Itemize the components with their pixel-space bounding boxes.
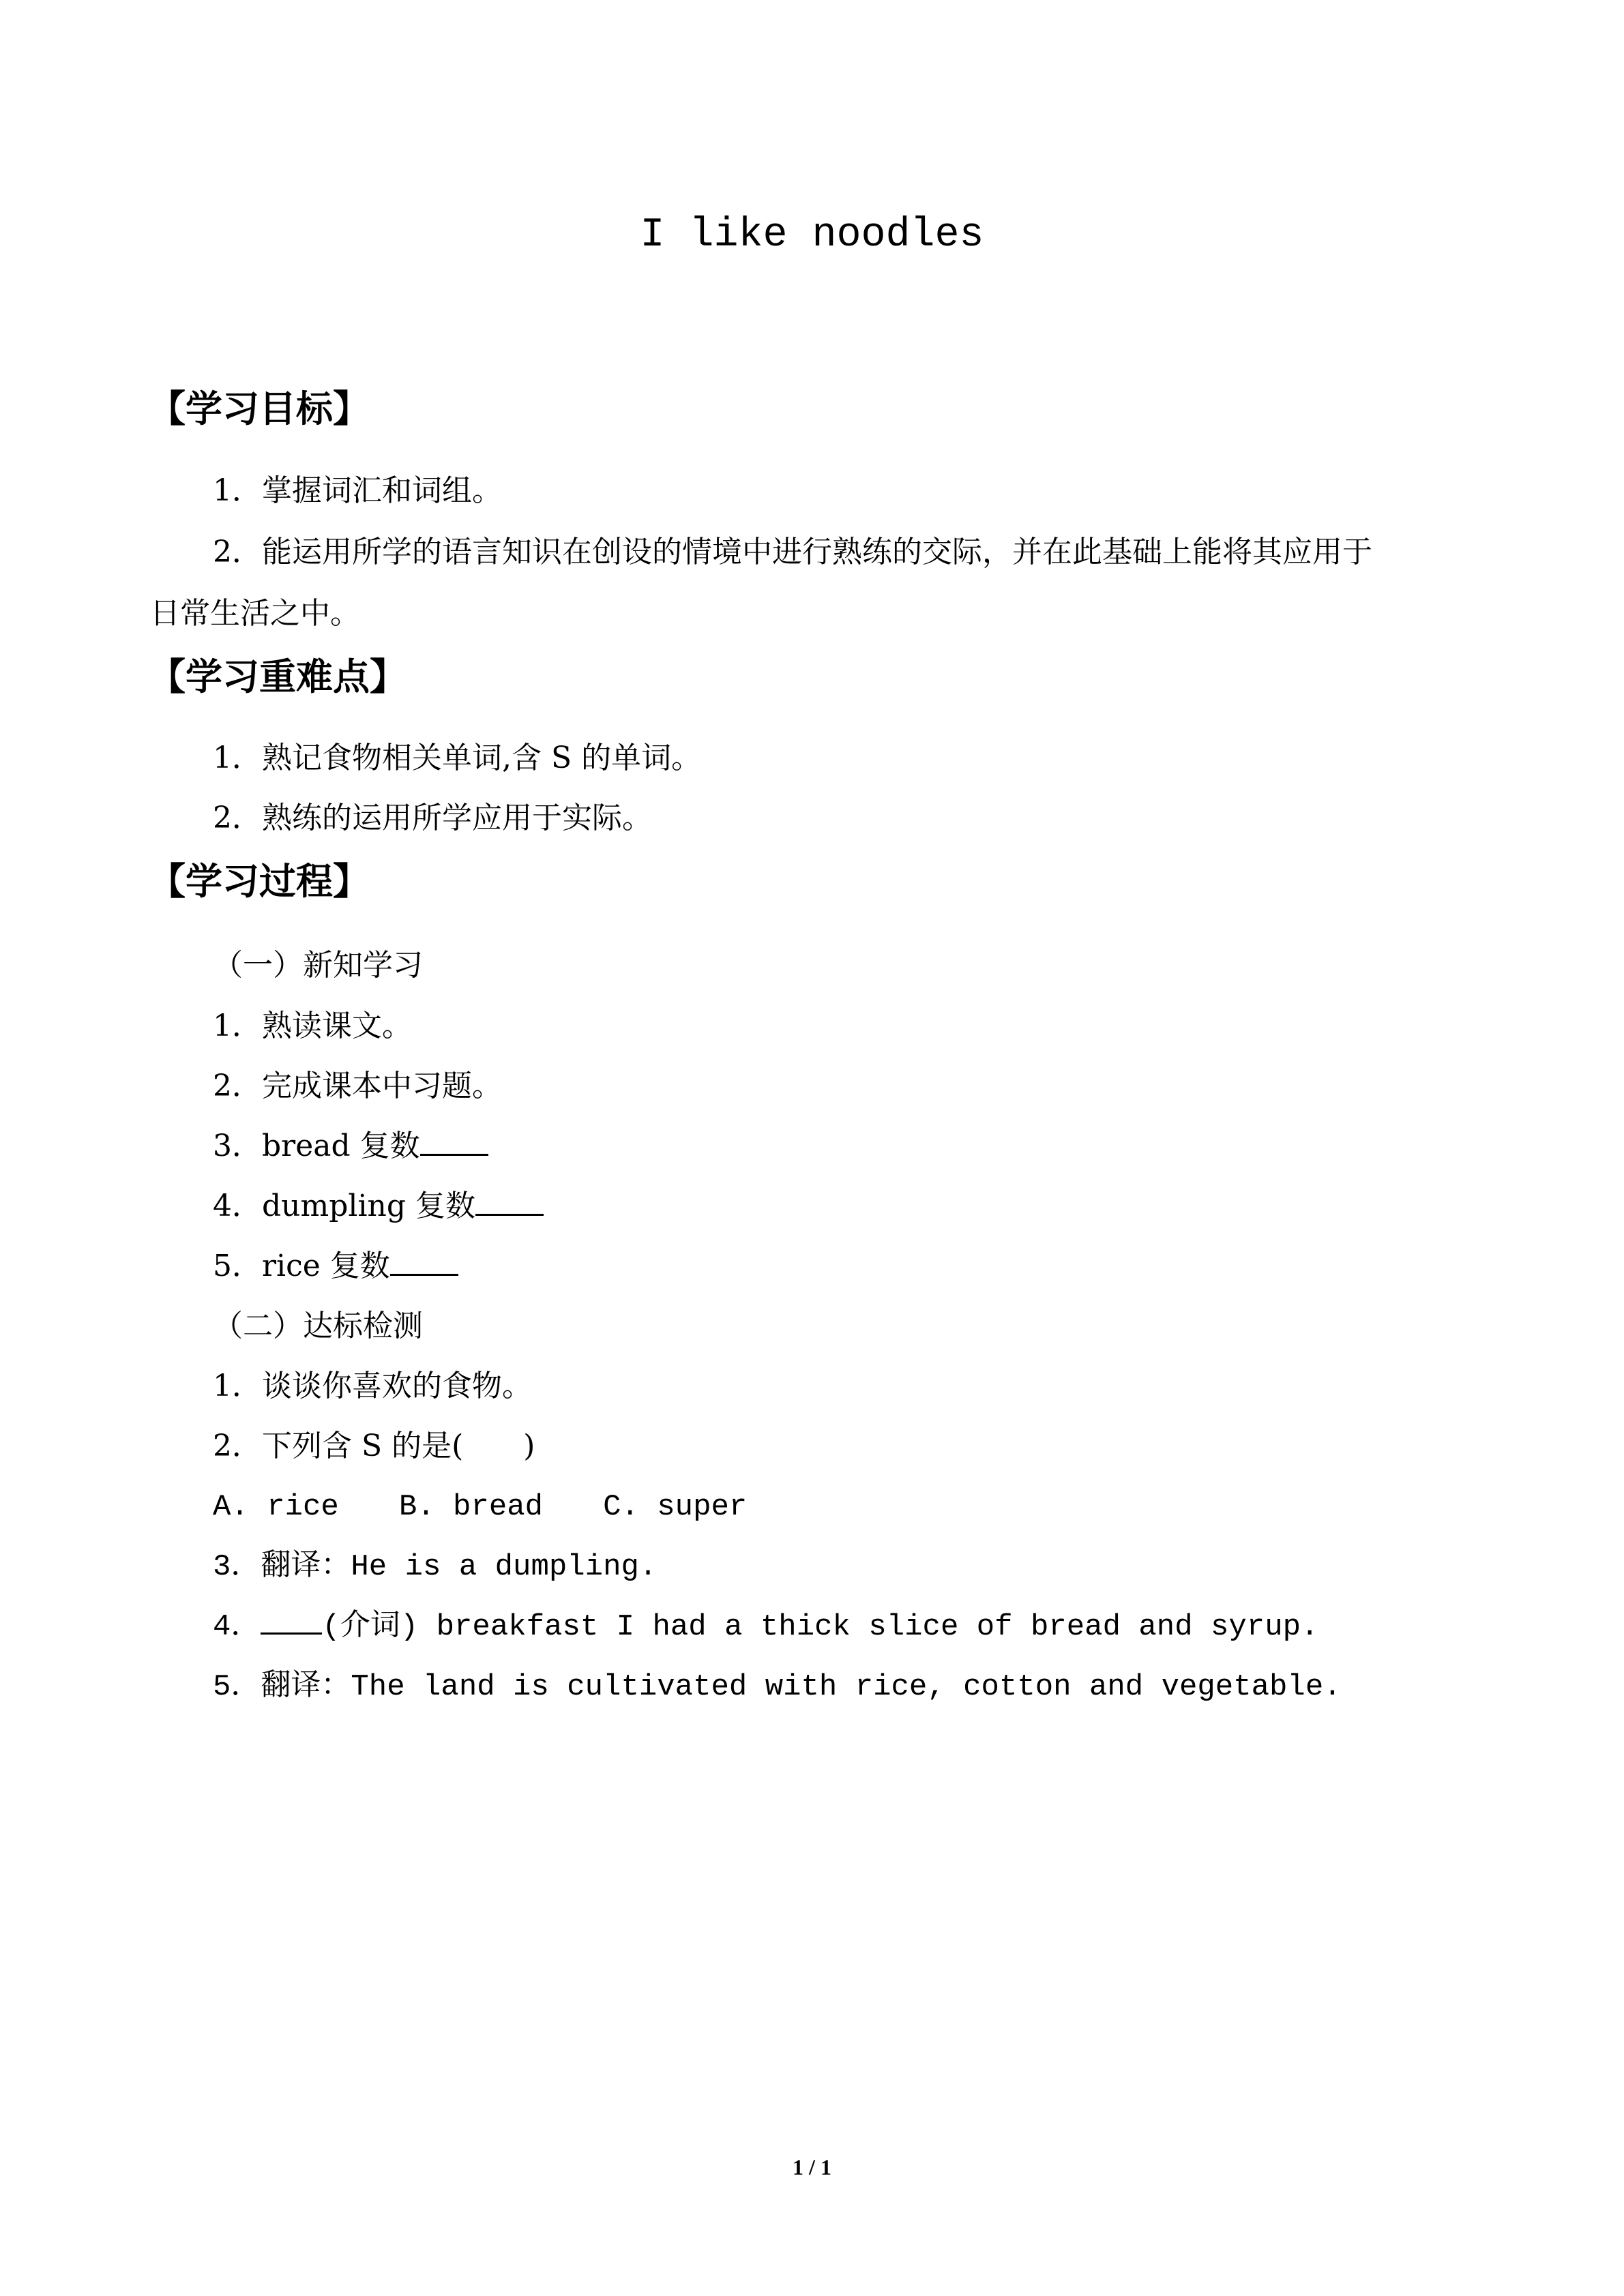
- section-heading-keypoints: 【学习重难点】: [149, 655, 407, 698]
- section-heading-process: 【学习过程】: [149, 860, 370, 903]
- keypoint-item-2: 2．熟练的运用所学应用于实际。: [213, 801, 652, 835]
- goal-item-2: 2．能运用所学的语言知识在创设的情境中进行熟练的交际，并在此基础上能将其应用于: [213, 535, 1372, 569]
- document-title: I like noodles: [640, 212, 984, 258]
- process-part1-item-4: [213, 1186, 544, 1227]
- process-part1-item-5: [213, 1246, 458, 1287]
- process-part1-item-1: 1．熟读课文。: [213, 1009, 412, 1043]
- process-part1-item-3: [213, 1126, 488, 1167]
- process-part2-item-4: [213, 1607, 1318, 1648]
- process-part2-item-1: 1．谈谈你喜欢的食物。: [213, 1369, 532, 1403]
- goal-item-2-cont: 日常生活之中。: [150, 596, 360, 631]
- process-part2-item-2: 2．下列含 S 的是( ): [213, 1429, 535, 1463]
- process-part2-item-5: 5．翻译：The land is cultivated with rice, cotton and vegetable.: [213, 1670, 1342, 1704]
- item-3-text: 3．bread 复数: [213, 1129, 420, 1163]
- item-4-text: 4．dumpling 复数: [213, 1189, 476, 1223]
- page-number: 1 / 1: [793, 2155, 831, 2179]
- process-part2-item-3: 3．翻译：He is a dumpling.: [213, 1550, 658, 1584]
- answer-blank: [390, 1248, 458, 1276]
- section-heading-goals: 【学习目标】: [149, 387, 370, 430]
- answer-blank: [261, 1607, 322, 1635]
- answer-blank: [475, 1188, 544, 1216]
- process-part1-item-2: 2．完成课本中习题。: [213, 1069, 502, 1103]
- keypoint-item-1: 1．熟记食物相关单词,含 S 的单词。: [213, 741, 702, 775]
- answer-blank: [420, 1128, 488, 1156]
- process-part2-choices: A. rice B. bread C. super: [213, 1490, 748, 1524]
- item-5-text: 5．rice 复数: [213, 1249, 390, 1283]
- process-part1-title: （一）新知学习: [213, 948, 423, 983]
- goal-item-1: 1．掌握词汇和词组。: [213, 473, 502, 508]
- process-part2-title: （二）达标检测: [213, 1309, 423, 1343]
- item-4-prefix: 4．: [213, 1610, 261, 1644]
- item-4-text: (介词) breakfast I had a thick slice of bread and syrup.: [322, 1610, 1319, 1644]
